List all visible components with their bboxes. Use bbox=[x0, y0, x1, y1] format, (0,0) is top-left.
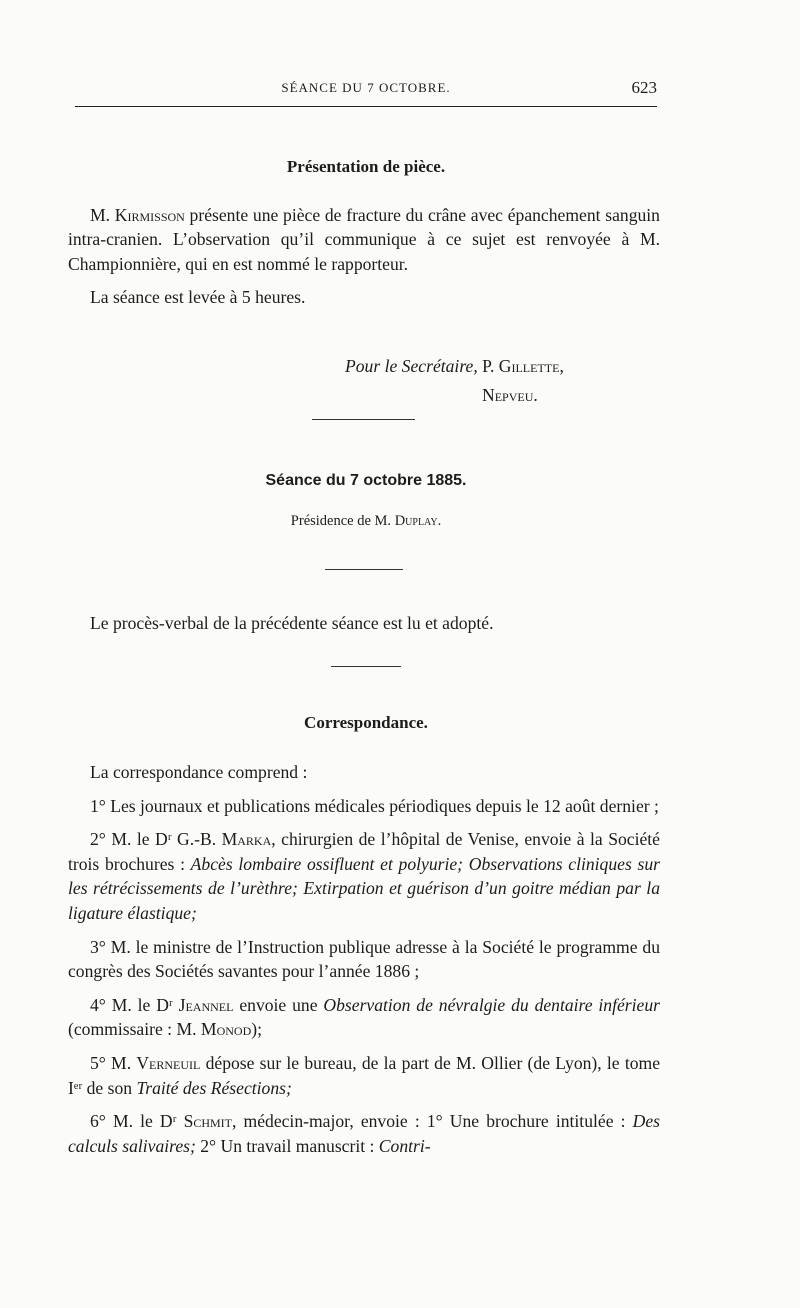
item-text: 2° M. le Dʳ G.-B. bbox=[90, 829, 222, 850]
correspondance-item-4 bbox=[68, 993, 660, 1042]
section-heading-presentation: Présentation de pièce. bbox=[286, 157, 446, 176]
item-text: 6° M. le Dʳ bbox=[90, 1111, 184, 1132]
section-heading-correspondance: Correspondance. bbox=[304, 713, 428, 732]
person-name: Jeannel bbox=[178, 994, 234, 1015]
work-title: Contri- bbox=[378, 1135, 431, 1156]
header-rule bbox=[75, 106, 657, 107]
correspondance-item-6 bbox=[68, 1109, 660, 1158]
work-titles: Abcès lombaire ossifluent et polyurie; Observations cliniques sur les rétrécissements de l’urèthre; Extirpation et guérison d’un goitre médian par la ligature élastique; bbox=[68, 853, 660, 923]
presidence-line bbox=[75, 513, 657, 530]
work-title: Traité des Résections; bbox=[136, 1077, 292, 1098]
work-title: Observation de névralgie du dentaire inférieur bbox=[323, 994, 660, 1015]
page-number: 623 bbox=[631, 78, 657, 97]
separator-rule bbox=[331, 666, 401, 667]
item-text: 2° Un travail manuscrit : bbox=[195, 1135, 379, 1156]
item-text: 4° M. le Dʳ bbox=[90, 994, 179, 1015]
correspondance-body bbox=[68, 760, 660, 1158]
separator-rule bbox=[312, 419, 415, 420]
correspondance-item-1: 1° Les journaux et publications médicales périodiques depuis le 12 août dernier ; bbox=[90, 795, 659, 816]
signature-initial: P. bbox=[477, 356, 499, 376]
signature-line-2 bbox=[482, 385, 538, 406]
page-header bbox=[75, 76, 657, 100]
presentation-paragraph bbox=[68, 203, 660, 276]
item-text: , médecin-major, envoie : 1° Une brochure intitulée : bbox=[232, 1111, 633, 1132]
correspondance-item-3: 3° M. le ministre de l’Instruction publique adresse à la Société le programme du congrès des Sociétés savantes pour l’année 1886 ; bbox=[68, 936, 660, 982]
signature-name-1: Gillette, bbox=[498, 356, 564, 376]
correspondance-item-2 bbox=[68, 827, 660, 925]
presidence-prefix: Présidence de M. bbox=[290, 513, 395, 529]
work-title: Des calculs salivaires; bbox=[68, 1111, 660, 1156]
item-text: (commissaire : M. bbox=[68, 1019, 201, 1040]
proces-verbal-line: Le procès-verbal de la précédente séance est lu et adopté. bbox=[90, 613, 494, 633]
item-text: dépose sur le bureau, de la part de M. Ollier (de Lyon), le tome Iᵉʳ de son bbox=[68, 1052, 661, 1098]
paragraph-text: présente une pièce de fracture du crâne avec épanchement sanguin intra-cranien. L’observation qu’il communique à ce sujet est renvoyée à M. Championnière, qui en est nommé le rapporteur. bbox=[68, 205, 660, 274]
commissioner-name: Monod bbox=[200, 1019, 252, 1040]
correspondance-item-5 bbox=[68, 1051, 660, 1100]
correspondance-intro: La correspondance comprend : bbox=[90, 762, 308, 782]
signature-name-2: Nepveu. bbox=[482, 385, 538, 405]
item-text: 5° M. bbox=[90, 1052, 137, 1073]
person-name: Marka bbox=[221, 829, 272, 850]
signature-line-1 bbox=[345, 356, 564, 377]
item-text: , chirurgien de l’hôpital de Venise, envoie à la Société trois brochures : bbox=[68, 829, 660, 874]
person-name: Verneuil bbox=[136, 1052, 201, 1073]
person-name: Schmit bbox=[183, 1111, 233, 1132]
running-head: SÉANCE DU 7 OCTOBRE. bbox=[281, 80, 451, 95]
session-title: Séance du 7 octobre 1885. bbox=[265, 472, 467, 489]
closing-paragraph: La séance est levée à 5 heures. bbox=[90, 286, 306, 307]
speaker-name: M. Kirmisson bbox=[90, 205, 185, 225]
president-name: Duplay. bbox=[394, 513, 442, 529]
presentation-body bbox=[68, 203, 660, 309]
item-text: ); bbox=[251, 1019, 262, 1040]
item-text: envoie une bbox=[233, 994, 324, 1015]
signature-prefix: Pour le Secrétaire, bbox=[345, 356, 478, 376]
separator-rule bbox=[325, 569, 403, 570]
